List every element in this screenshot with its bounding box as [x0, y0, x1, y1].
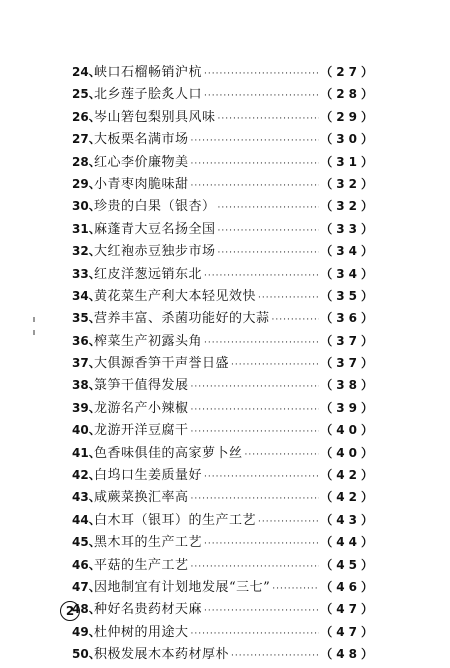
toc-entry-title: 红心李价廉物美	[94, 154, 189, 170]
toc-entry-title: 因地制宜有计划地发展“三七”	[94, 579, 271, 595]
toc-entry	[72, 218, 377, 240]
toc-dot-leader	[270, 309, 319, 331]
toc-entry-page: （32）	[320, 199, 377, 214]
toc-entry-title: 龙游开洋豆腐干	[94, 423, 189, 439]
toc-entry-number: 48、	[72, 602, 101, 617]
toc-entry	[72, 352, 377, 374]
toc-entry-page: （34）	[320, 244, 377, 259]
toc-entry	[72, 486, 377, 508]
toc-dot-leader	[216, 220, 319, 242]
toc-entry-page: （43）	[320, 512, 377, 527]
toc-entry-number: 33、	[72, 266, 101, 281]
toc-dot-leader	[189, 556, 319, 578]
toc-entry	[72, 442, 377, 464]
toc-entry-page: （40）	[320, 423, 377, 438]
toc-entry-title: 箓笋干值得发展	[94, 378, 189, 394]
toc-entry-title: 种好名贵药材天麻	[94, 602, 203, 618]
toc-entry-page: （27）	[320, 65, 377, 79]
toc-entry-title: 小青枣肉脆味甜	[94, 176, 189, 192]
toc-entry-number: 44、	[72, 512, 101, 527]
toc-entry-title: 峡口石榴畅销沪杭	[94, 65, 203, 80]
toc-entry-number: 26、	[72, 109, 101, 124]
toc-entry-number: 36、	[72, 333, 101, 348]
toc-entry-page: （46）	[320, 579, 377, 594]
toc-entry	[72, 464, 377, 486]
toc-dot-leader	[202, 533, 319, 555]
toc-entry-page: （47）	[320, 624, 377, 639]
toc-entry-title: 龙游名产小辣椒	[94, 400, 189, 416]
toc-entry-page: （48）	[320, 647, 377, 662]
toc-entry-number: 29、	[72, 176, 101, 191]
toc-entry-title: 咸蕨菜换汇率高	[94, 490, 189, 506]
toc-entry	[72, 643, 377, 665]
toc-entry	[72, 195, 377, 217]
margin-tick	[33, 317, 35, 322]
toc-entry-title: 红皮洋葱远销东北	[94, 266, 203, 282]
toc-entry-number: 25、	[72, 87, 101, 102]
toc-entry-page: （30）	[320, 132, 377, 147]
toc-entry-title: 麻蓬青大豆名扬全国	[94, 221, 216, 237]
toc-entry-number: 31、	[72, 221, 101, 236]
toc-dot-leader	[189, 175, 319, 197]
toc-dot-leader	[216, 197, 319, 219]
toc-entry-number: 24、	[72, 65, 101, 79]
toc-dot-leader	[189, 376, 319, 398]
toc-dot-leader	[229, 645, 319, 667]
toc-entry-page: （45）	[320, 557, 377, 572]
toc-dot-leader	[243, 444, 319, 466]
toc-entry	[72, 128, 377, 150]
toc-entry	[72, 61, 377, 83]
toc-entry	[72, 83, 377, 105]
toc-entry	[72, 151, 377, 173]
toc-entry-title: 珍贵的白果（银杏）	[94, 199, 216, 215]
toc-entry-number: 38、	[72, 378, 101, 393]
toc-entry-title: 色香味俱佳的高家萝卜丝	[94, 445, 243, 461]
toc-dot-leader	[202, 63, 319, 85]
toc-entry-page: （40）	[320, 445, 377, 460]
toc-entry-number: 47、	[72, 579, 101, 594]
toc-entry-page: （29）	[320, 109, 377, 124]
toc-entry-page: （35）	[320, 288, 377, 303]
toc-entry-page: （32）	[320, 176, 377, 191]
toc-entry-page: （34）	[320, 266, 377, 281]
toc-dot-leader	[189, 399, 319, 421]
toc-entry-page: （37）	[320, 333, 377, 348]
toc-dot-leader	[189, 623, 319, 645]
toc-dot-leader	[256, 511, 319, 533]
toc-entry-number: 40、	[72, 423, 101, 438]
toc-entry-title: 黄花菜生产利大本轻见效快	[94, 288, 257, 304]
toc-entry	[72, 330, 377, 352]
toc-entry-page: （44）	[320, 535, 377, 550]
toc-entry	[72, 576, 377, 598]
toc-entry	[72, 509, 377, 531]
toc-entry-title: 岑山箬包梨别具风味	[94, 109, 216, 125]
page-number: 2	[60, 601, 80, 621]
toc-entry-page: （31）	[320, 154, 377, 169]
toc-entry-number: 46、	[72, 557, 101, 572]
toc-entry-title: 平菇的生产工艺	[94, 557, 189, 573]
toc-entry-page: （33）	[320, 221, 377, 236]
toc-entry	[72, 263, 377, 285]
toc-entry-number: 41、	[72, 445, 101, 460]
toc-dot-leader	[202, 600, 319, 622]
toc-dot-leader	[256, 287, 319, 309]
toc-entry-number: 39、	[72, 400, 101, 415]
toc-dot-leader	[189, 130, 319, 152]
toc-entry-number: 34、	[72, 288, 101, 303]
toc-dot-leader	[202, 85, 319, 107]
toc-entry-number: 42、	[72, 468, 101, 483]
toc-entry-number: 35、	[72, 311, 101, 326]
toc-entry	[72, 621, 377, 643]
toc-dot-leader	[189, 421, 319, 443]
toc-dot-leader	[202, 466, 319, 488]
toc-dot-leader	[202, 332, 319, 354]
toc-entry-title: 营养丰富、杀菌功能好的大蒜	[94, 311, 270, 327]
toc-dot-leader	[189, 488, 319, 510]
toc-entry	[72, 598, 377, 620]
toc-entry-page: （38）	[320, 378, 377, 393]
toc-entry	[72, 419, 377, 441]
toc-dot-leader	[216, 242, 319, 264]
toc-entry-title: 北乡莲子脍炙人口	[94, 87, 203, 103]
toc-entry	[72, 374, 377, 396]
toc-entry	[72, 106, 377, 128]
toc-entry	[72, 173, 377, 195]
toc-entry-title: 大板栗名满市场	[94, 132, 189, 148]
toc-entry-page: （36）	[320, 311, 377, 326]
toc-entry	[72, 240, 377, 262]
toc-entry	[72, 554, 377, 576]
toc-dot-leader	[202, 265, 319, 287]
toc-entry-number: 30、	[72, 199, 101, 214]
toc-entry-number: 49、	[72, 624, 101, 639]
toc-entry-page: （47）	[320, 602, 377, 617]
toc-entry-number: 45、	[72, 535, 101, 550]
toc-entry-title: 大红袍赤豆独步市场	[94, 244, 216, 260]
toc-entry-title: 榨菜生产初露头角	[94, 333, 203, 349]
toc-entry-page: （42）	[320, 468, 377, 483]
toc-entry-page: （37）	[320, 356, 377, 371]
toc-entry-number: 43、	[72, 490, 101, 505]
toc-entry-number: 28、	[72, 154, 101, 169]
toc-entry-page: （28）	[320, 87, 377, 102]
toc-entry-title: 大俱源香笋干声誉日盛	[94, 356, 230, 372]
toc-entry	[72, 285, 377, 307]
toc-dot-leader	[270, 578, 319, 600]
toc-entry-page: （39）	[320, 400, 377, 415]
toc-entry	[72, 531, 377, 553]
toc-entry-title: 杜仲树的用途大	[94, 624, 189, 640]
toc-dot-leader	[189, 153, 319, 175]
toc-entry	[72, 307, 377, 329]
toc-entry-number: 50、	[72, 647, 101, 662]
margin-tick	[33, 330, 35, 335]
toc-dot-leader	[229, 354, 319, 376]
toc-entry	[72, 397, 377, 419]
table-of-contents	[72, 61, 377, 666]
toc-entry-title: 积极发展木本药材厚朴	[94, 647, 230, 663]
toc-entry-number: 27、	[72, 132, 101, 147]
toc-entry-title: 白木耳（银耳）的生产工艺	[94, 512, 257, 528]
toc-dot-leader	[216, 108, 319, 130]
toc-entry-page: （42）	[320, 490, 377, 505]
toc-entry-title: 黑木耳的生产工艺	[94, 535, 203, 551]
toc-entry-title: 白坞口生姜质量好	[94, 468, 203, 484]
toc-entry-number: 37、	[72, 356, 101, 371]
toc-entry-number: 32、	[72, 244, 101, 259]
